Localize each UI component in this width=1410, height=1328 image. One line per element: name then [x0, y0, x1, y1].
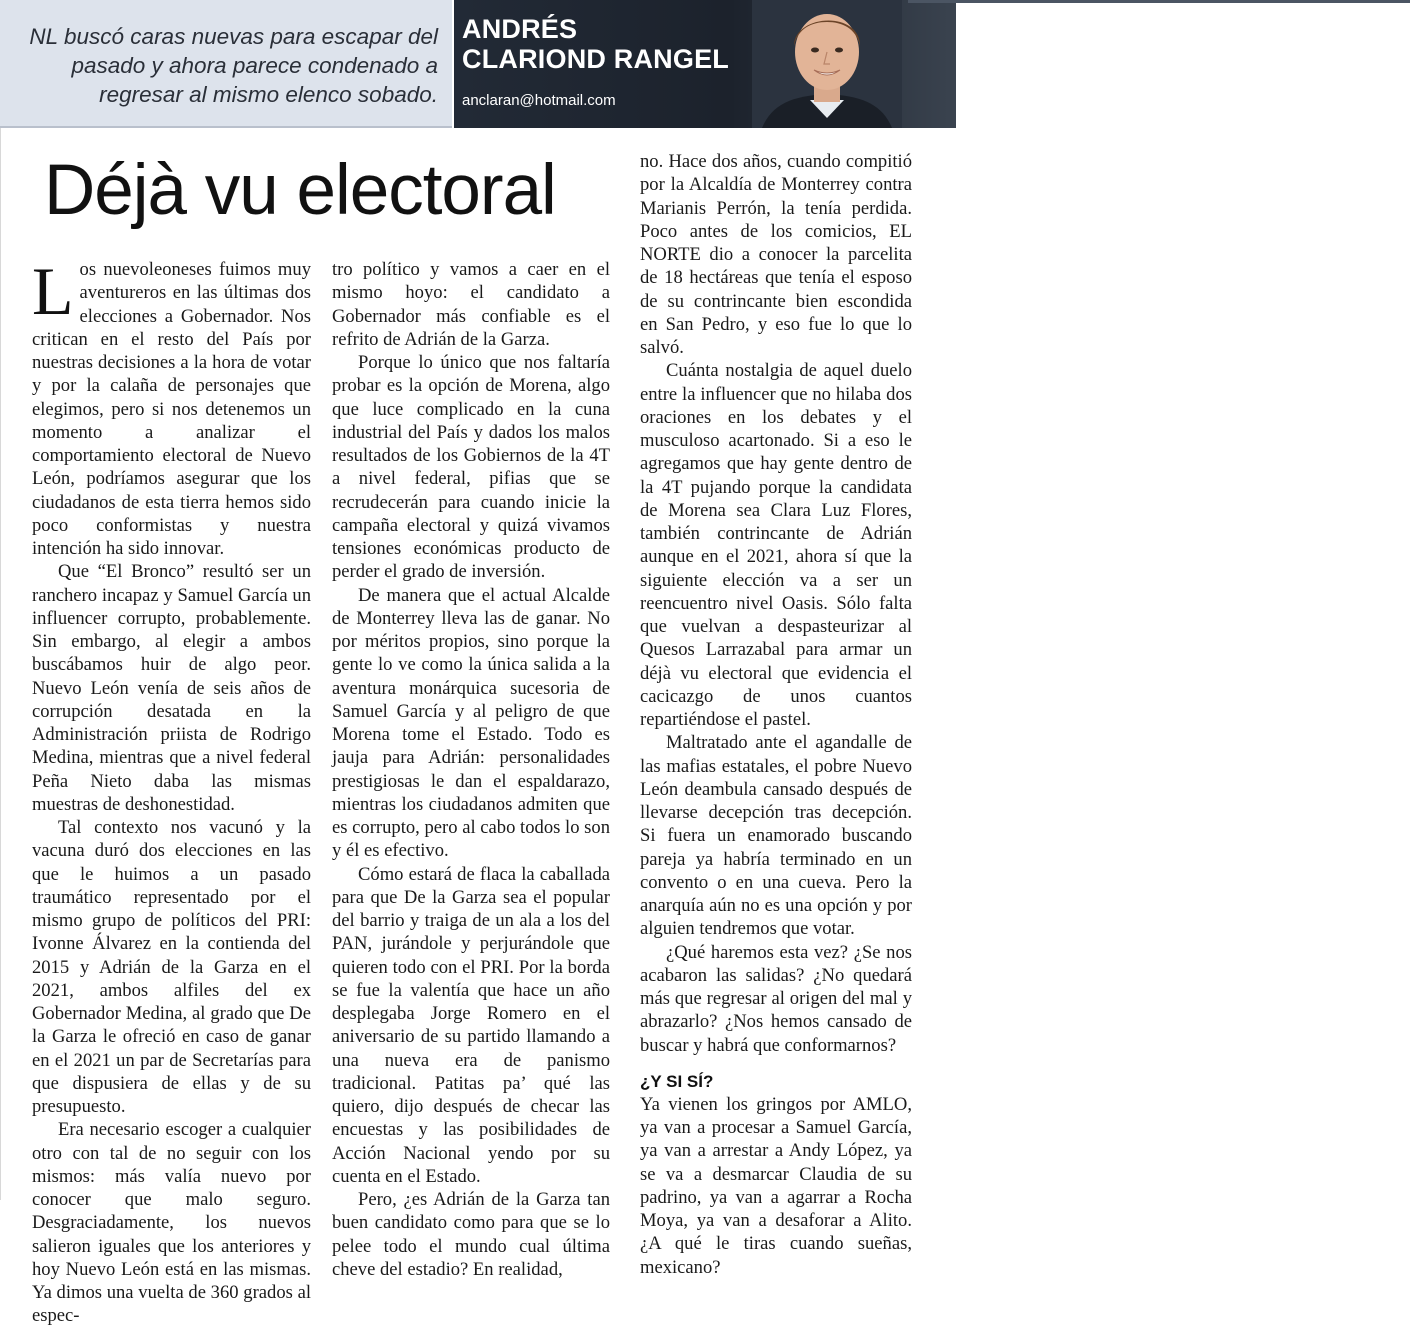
- article-headline: Déjà vu electoral: [44, 151, 556, 230]
- author-photo: [752, 0, 902, 128]
- paragraph: [32, 253, 311, 560]
- paragraph: tro político y vamos a caer en el mismo hoyo: el candidato a Gobernador más confiable es el refrito de Adrián de la Garza.: [332, 259, 610, 350]
- deck-summary: NL buscó caras nuevas para escapar del pasado y ahora parece condenado a regresar al mismo elenco sobado.: [0, 0, 452, 128]
- paragraph: Era necesario escoger a cualquier otro con tal de no seguir con los mismos: más valía nuevo por conocer que malo seguro. Desgraciadamente, los nuevos salieron iguales que los anteriores y hoy Nuevo León está en las mismas. Ya dimos una vuelta de 360 grados al espec-: [32, 1119, 311, 1327]
- author-email[interactable]: anclaran@hotmail.com: [462, 92, 616, 109]
- paragraph: ¿Qué haremos esta vez? ¿Se nos acabaron las salidas? ¿No quedará más que regresar al origen del mal y abrazarlo? ¿Nos hemos cansado de buscar y habrá que conformarnos?: [640, 941, 912, 1056]
- paragraph: Tal contexto nos vacunó y la vacuna duró dos elecciones en las que le huimos a un pasado traumático representado por el mismo grupo de políticos del PRI: Ivonne Álvarez en la contienda del 2015 y Adrián de la Garza en el 2021, ambos alfiles del ex Gobernador Medina, al grado que De la Garza le ofreció en caso de ganar en el 2021 un par de Secretarías para que dispusiera de ellas y de su presupuesto.: [32, 817, 311, 1117]
- paragraph: Cuánta nostalgia de aquel duelo entre la influencer que no hilaba dos oraciones en los debates y el musculoso acartonado. Si a eso le agregamos que hay gente dentro de la 4T pujando porque la candidata de Morena sea Clara Luz Flores, también contrincante de Adrián aunque en el 2021, ahora sí que la siguiente elección va a ser un reencuentro nivel Oasis. Sólo falta que vuelvan a despasteurizar al Quesos Larrazabal para armar un déjà vu electoral que evidencia el cacicazgo de unos cuantos repartiéndose el pastel.: [640, 360, 912, 730]
- paragraph: Que “El Bronco” resultó ser un ranchero incapaz y Samuel García un influencer corrupto, probablemente. Sin embargo, al elegir a ambos buscábamos huir de algo peor. Nuevo León venía de seis años de corrupción desatada en la Administración priista de Rodrigo Medina, mientras que a nivel federal Peña Nieto daba las mismas muestras de deshonestidad.: [32, 561, 311, 815]
- dropcap: L: [32, 253, 74, 329]
- section-subhead: ¿Y SI SÍ?: [640, 1071, 714, 1091]
- author-name: [462, 14, 729, 74]
- header-strip: [908, 0, 1410, 3]
- column-header: [0, 0, 956, 128]
- author-name-line2: CLARIOND RANGEL: [462, 44, 729, 74]
- paragraph-text: os nuevoleoneses fuimos muy aventureros en las últimas dos elecciones a Gobernador. Nos critican en el resto del País por nuestras decisiones a la hora de votar y por la calaña de personajes que elegimos, pero si nos detenemos un momento a analizar el comportamiento electoral de Nuevo León, podríamos asegurar que los ciudadanos de esta tierra hemos sido poco conformistas y nuestra intención ha sido innovar.: [32, 259, 311, 559]
- column-3: [640, 150, 912, 1279]
- paragraph: De manera que el actual Alcalde de Monterrey lleva las de ganar. No por méritos propios, sino porque la gente lo ve como la única salida a la aventura monárquica sucesoria de Samuel García y al peligro de que Morena tome el Estado. Todo es jauja para Adrián: personalidades prestigiosas le dan el espaldarazo, mientras los ciudadanos admiten que es corrupto, pero al cabo todos lo son y él es efectivo.: [332, 584, 610, 862]
- paragraph: Maltratado ante el agandalle de las mafias estatales, el pobre Nuevo León deambula cansado después de llevarse decepción tras decepción. Si fuera un enamorado buscando pareja ya habría terminado en un convento o en una cueva. Pero la anarquía aún no es una opción y por alguien tendremos que votar.: [640, 732, 912, 940]
- paragraph: Pero, ¿es Adrián de la Garza tan buen candidato como para que se lo pelee todo el mundo cual última cheve del estadio? En realidad,: [332, 1189, 610, 1280]
- column-2: [332, 258, 610, 1281]
- paragraph: no. Hace dos años, cuando compitió por la Alcaldía de Monterrey contra Marianis Perrón, la tenía perdida. Poco antes de los comicios, EL NORTE dio a conocer la parcelita de 18 hectáreas que tenía el esposo de su contrincante bien escondida en San Pedro, y eso fue lo que lo salvó.: [640, 151, 912, 358]
- paragraph: Cómo estará de flaca la caballada para que De la Garza sea el popular del barrio y traiga de un ala a los del PAN, jurándole y perjurándole que quieren todo con el PRI. Por la borda se fue la valentía que hace un año desplegaba Jorge Romero en el aniversario de su partido llamando a una nueva era de panismo tradicional. Patitas pa’ qué las quiero, dijo después de checar las encuestas y las posibilidades de Acción Nacional yendo por su cuenta en el Estado.: [332, 863, 610, 1187]
- author-name-line1: ANDRÉS: [462, 14, 578, 44]
- paragraph: Ya vienen los gringos por AMLO, ya van a procesar a Samuel García, ya van a arrestar a Andy López, ya se va a desmarcar Claudia de su padrino, ya van a agarrar a Rocha Moya, ya van a desaforar a Alito. ¿A qué le tiras cuando sueñas, mexicano?: [640, 1093, 912, 1278]
- author-portrait-image: [752, 0, 902, 128]
- left-rule: [0, 128, 1, 1200]
- paragraph: Porque lo único que nos faltaría probar es la opción de Morena, algo que luce complicado en la cuna industrial del País y dados los malos resultados de los Gobiernos de la 4T a nivel federal, pifias que se recrudecerán para cuando inicie la campaña electoral y quizá vivamos tensiones económicas producto de perder el grado de inversión.: [332, 352, 610, 583]
- column-1: [32, 253, 311, 1328]
